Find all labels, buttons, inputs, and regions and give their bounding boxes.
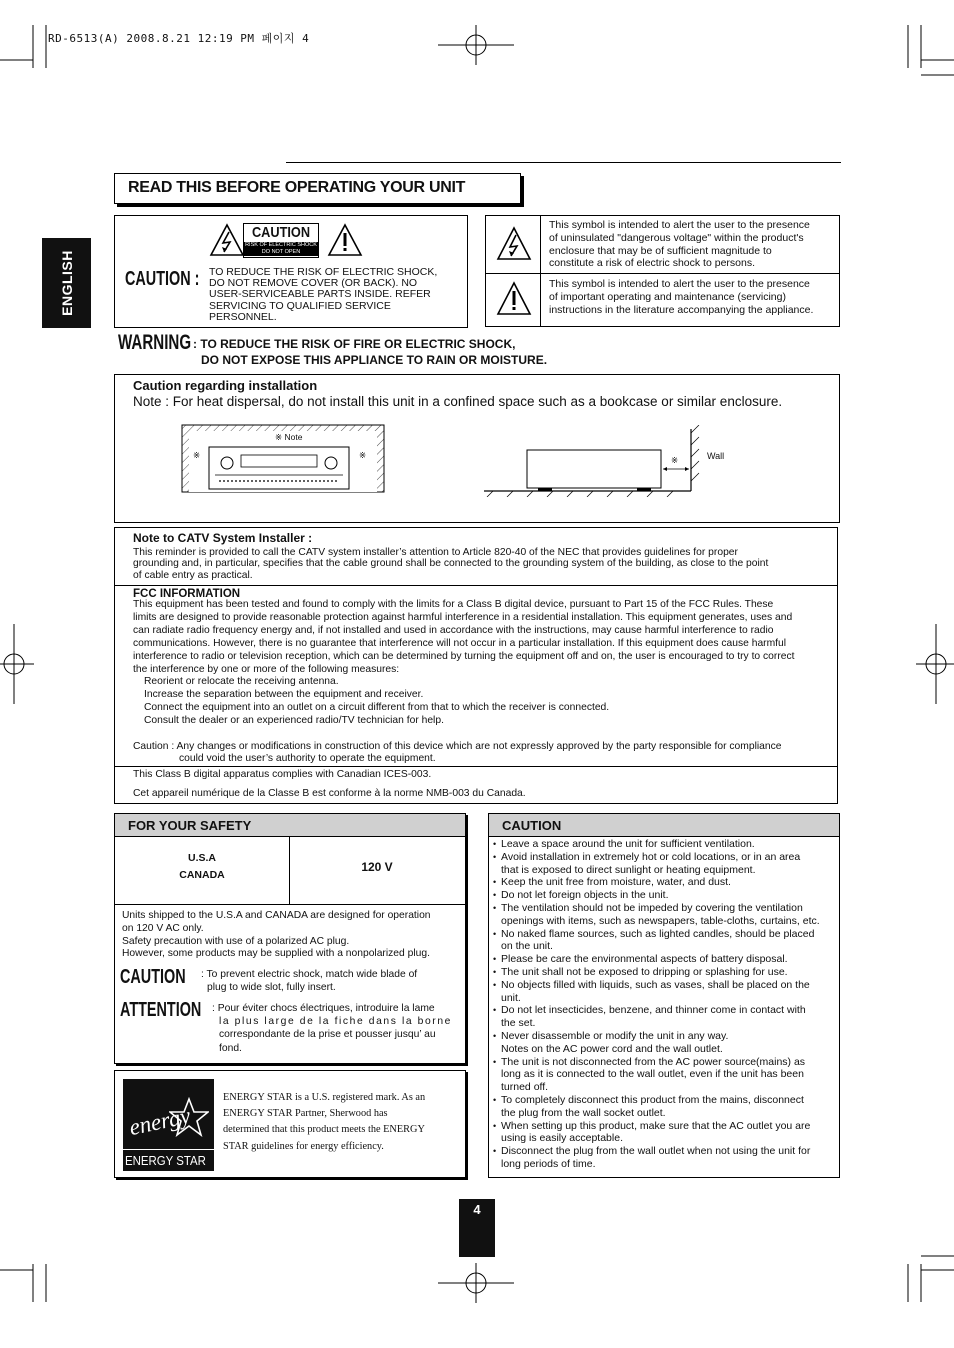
caution-list-line: • Do not let insecticides, benzene, and thinner come in contact with	[501, 1004, 806, 1017]
caution-list-line: • Disconnect the plug from the wall outlet when not using the unit for	[501, 1145, 811, 1158]
energy-line: ENERGY STAR Partner, Sherwood has	[223, 1108, 388, 1120]
fcc-line: communications. However, there is no guarantee that interference will not occur in a particular installation. If this equipment does cause harmful	[133, 637, 787, 649]
caution-list-item	[489, 851, 839, 877]
catv-line: of cable entry as practical.	[133, 569, 253, 581]
symbol-row-voltage	[486, 216, 839, 274]
wall-label: Wall	[707, 451, 725, 461]
figure-note-label: ※ Note	[275, 432, 303, 442]
caution-line: PERSONNEL.	[209, 310, 277, 323]
caution-list-line: • To completely disconnect this product from the mains, disconnect	[501, 1093, 804, 1106]
fcc-measure: Reorient or relocate the receiving antenna.	[144, 676, 339, 688]
divider	[115, 585, 837, 586]
caution-sign	[243, 223, 319, 258]
caution-list-line: • Keep the unit free from moisture, water, and dust.	[501, 876, 731, 889]
symbol-line: of uninsulated "dangerous voltage" within the product's	[549, 231, 804, 244]
exclamation-triangle-icon	[327, 223, 363, 257]
voltage-value: 120 V	[361, 860, 393, 874]
caution-label: CAUTION :	[125, 268, 200, 290]
canada-line2: Cet appareil numérique de la Classe B est conforme à la norme NMB-003 du Canada.	[133, 788, 526, 799]
caution-list-item	[489, 1094, 839, 1120]
caution-list-line: • Never disassemble or modify the unit in any way.	[501, 1029, 729, 1042]
caution-list-item	[489, 838, 839, 851]
wall-figure	[483, 425, 703, 497]
lightning-triangle-icon	[209, 223, 245, 257]
symbol-line: instructions in the literature accompanying the appliance.	[549, 303, 814, 316]
region-usa: U.S.A	[187, 852, 216, 864]
installation-title: Caution regarding installation	[133, 378, 318, 393]
safety-caution-line2: plug to wide slot, fully insert.	[207, 981, 336, 993]
safety-line: Units shipped to the U.S.A and CANADA are designed for operation	[122, 910, 431, 921]
attention-line: la plus large de la fiche dans la borne	[219, 1016, 452, 1028]
catv-line: This reminder is provided to call the CATV system installer’s attention to Article 820-40 of the NEC that provides guidelines for proper	[133, 547, 738, 558]
print-header: RD-6513(A) 2008.8.21 12:19 PM 페이지 4	[48, 32, 310, 45]
warning-line1: : TO REDUCE THE RISK OF FIRE OR ELECTRIC SHOCK,	[193, 337, 516, 351]
symbol-description	[549, 219, 810, 270]
caution-list-line: using is easily acceptable.	[501, 1132, 623, 1145]
fcc-measure: Connect the equipment into an outlet on a circuit different from that to which the receiver is connected.	[144, 702, 610, 714]
energy-star-text	[223, 1090, 459, 1155]
caution-list-item	[489, 1120, 839, 1146]
caution-list-item	[489, 1030, 839, 1056]
catv-text	[133, 547, 833, 581]
fcc-caution-line2: could void the user’s authority to operate the equipment.	[179, 753, 436, 765]
caution-list-item	[489, 876, 839, 889]
figure-mark-right: ※	[359, 450, 367, 460]
caution-list-title: CAUTION	[502, 818, 562, 833]
caution-list-line: unit.	[501, 991, 521, 1004]
caution-line: USER-SERVICEABLE PARTS INSIDE. REFER	[209, 288, 431, 301]
top-rule	[286, 162, 841, 163]
symbols-table	[485, 215, 840, 327]
safety-title: FOR YOUR SAFETY	[128, 818, 252, 833]
caution-list-line: Notes on the AC power cord and the wall outlet.	[501, 1042, 723, 1055]
attention-line: : Pour éviter chocs électriques, introduire la lame	[212, 1003, 435, 1014]
wall-figure-mark: ※	[671, 455, 679, 465]
caution-text	[209, 267, 467, 323]
installation-box	[114, 374, 840, 523]
symbol-line: This symbol is intended to alert the user to the presence	[549, 278, 810, 290]
fcc-line: interference to radio or television reception, which can be determined by turning the equipment off and on, the user is encouraged to try to correct	[133, 650, 795, 662]
symbol-row-instructions	[486, 273, 839, 326]
fcc-line: the interference by one or more of the following measures:	[133, 663, 400, 675]
caution-list-line: long periods of time.	[501, 1157, 596, 1170]
region-canada: CANADA	[179, 869, 225, 881]
caution-list-line: • Leave a space around the unit for sufficient ventilation.	[501, 838, 755, 850]
caution-sign-sub1: RISK OF ELECTRIC SHOCK	[245, 242, 317, 248]
energy-script: energy	[126, 1102, 193, 1141]
caution-list-item	[489, 979, 839, 1005]
safety-title-bar	[115, 814, 465, 837]
symbol-line: This symbol is intended to alert the user to the presence	[549, 219, 810, 231]
caution-list-line: • The unit shall not be exposed to dripping or splashing for use.	[501, 965, 788, 978]
energy-logo-caption-text: ENERGY STAR	[125, 1153, 206, 1168]
attention-text	[212, 1002, 460, 1055]
section-title-box	[114, 173, 521, 204]
symbol-line: of important operating and maintenance (servicing)	[549, 290, 786, 303]
caution-line: DO NOT REMOVE COVER (OR BACK). NO	[209, 277, 418, 290]
caution-list-line: openings with items, such as newspapers, table-cloths, curtains, etc.	[501, 914, 820, 927]
canada-line1: This Class B digital apparatus complies with Canadian ICES-003.	[133, 769, 432, 780]
catv-title: Note to CATV System Installer :	[133, 531, 313, 545]
caution-list-line: long as it is connected to the wall outlet, even if the unit has been	[501, 1068, 804, 1081]
safety-caution-label: CAUTION	[120, 966, 186, 988]
caution-list-item	[489, 1145, 839, 1171]
caution-list-line: • The unit is not disconnected from the AC power source(mains) as	[501, 1055, 806, 1068]
caution-box	[114, 215, 468, 328]
caution-list-line: the set.	[501, 1017, 536, 1030]
attention-line: correspondante de la prise et pousser jusqu’ au	[219, 1029, 436, 1041]
caution-list-line: • No naked flame sources, such as lighted candles, should be placed	[501, 927, 815, 940]
caution-list-line: on the unit.	[501, 940, 553, 953]
caution-list-item	[489, 1056, 839, 1094]
fcc-caution-line1: Caution : Any changes or modifications in construction of this device which are not expressly approved by the party responsible for compliance	[133, 740, 782, 752]
catv-line: grounding and, in particular, specifies that the cable ground shall be connected to the grounding system of the building, as close to the point	[133, 558, 769, 570]
fcc-measure: Consult the dealer or an experienced radio/TV technician for help.	[144, 715, 444, 727]
page-number-box	[459, 1199, 495, 1257]
fcc-line: This equipment has been tested and found to comply with the limits for a Class B digital device, pursuant to Part 15 of the FCC Rules. These	[133, 599, 774, 610]
fcc-text	[133, 599, 835, 766]
caution-list-line: • The ventilation should not be impeded by covering the ventilation	[501, 901, 803, 914]
safety-line: Safety precaution with use of a polarized AC plug.	[122, 935, 350, 947]
caution-list-item	[489, 953, 839, 966]
caution-sign-sub2: DO NOT OPEN	[261, 249, 301, 255]
caution-list-line: • Do not let foreign objects in the unit.	[501, 889, 669, 902]
caution-list	[489, 838, 839, 1171]
caution-list-line: the plug from the wall socket outlet.	[501, 1106, 666, 1119]
energy-line: determined that this product meets the ENERGY	[223, 1124, 425, 1136]
page-number: 4	[473, 1202, 481, 1217]
caution-list-line: turned off.	[501, 1081, 549, 1094]
language-tab	[42, 238, 91, 328]
language-tab-label: ENGLISH	[58, 250, 75, 316]
installation-note: Note : For heat dispersal, do not install this unit in a confined space such as a bookcase or similar enclosure.	[133, 394, 783, 409]
energy-star-box	[114, 1070, 466, 1178]
caution-sign-band	[244, 242, 318, 256]
warning-line2: DO NOT EXPOSE THIS APPLIANCE TO RAIN OR MOISTURE.	[201, 353, 548, 367]
fcc-title: FCC INFORMATION	[133, 588, 241, 600]
caution-list-item	[489, 1004, 839, 1030]
energy-star-logo	[123, 1079, 214, 1171]
energy-line: ENERGY STAR is a U.S. registered mark. As an	[223, 1092, 426, 1103]
caution-list-title-bar	[489, 814, 839, 837]
divider	[115, 766, 837, 767]
exclamation-triangle-icon	[496, 281, 532, 317]
caution-list-line: • No objects filled with liquids, such as vases, shall be placed on the	[501, 978, 810, 991]
safety-line: However, some products may be supplied with a nonpolarized plug.	[122, 948, 430, 960]
safety-caution-line1: : To prevent electric shock, match wide blade of	[201, 969, 418, 980]
caution-list-item	[489, 902, 839, 928]
section-title: READ THIS BEFORE OPERATING YOUR UNIT	[128, 179, 466, 196]
safety-caution-text	[201, 969, 417, 995]
voltage-table	[115, 837, 465, 905]
lightning-triangle-icon	[496, 226, 532, 262]
caution-list-item	[489, 889, 839, 902]
energy-line: STAR guidelines for energy efficiency.	[223, 1140, 384, 1152]
attention-line: fond.	[219, 1042, 242, 1054]
caution-line: SERVICING TO QUALIFIED SERVICE	[209, 299, 391, 312]
caution-list-item	[489, 928, 839, 954]
safety-line: on 120 V AC only.	[122, 922, 204, 934]
symbol-line: constitute a risk of electric shock to persons.	[549, 257, 756, 270]
warning-label: WARNING	[118, 331, 192, 354]
caution-list-line: that is exposed to direct sunlight or heating equipment.	[501, 863, 756, 876]
caution-list-item	[489, 966, 839, 979]
fcc-measure: Increase the separation between the equipment and receiver.	[144, 689, 424, 701]
symbol-line: enclosure that may be of sufficient magnitude to	[549, 244, 772, 257]
attention-label: ATTENTION	[120, 999, 202, 1021]
energy-logo-caption	[123, 1149, 214, 1172]
symbol-description	[549, 278, 813, 316]
caution-list-box	[488, 813, 840, 1178]
regulatory-box	[114, 527, 838, 804]
caution-list-line: • Avoid installation in extremely hot or cold locations, or in an area	[501, 850, 801, 863]
caution-line: TO REDUCE THE RISK OF ELECTRIC SHOCK,	[209, 266, 438, 278]
safety-text	[122, 910, 460, 961]
caution-list-line: • Please be care the environmental aspects of battery disposal.	[501, 953, 788, 966]
fcc-line: limits are designed to provide reasonable protection against harmful interference in a residential installation. This equipment generates, uses and	[133, 611, 793, 623]
figure-mark-left: ※	[193, 450, 201, 460]
caution-sign-title: CAUTION	[251, 224, 311, 241]
fcc-line: can radiate radio frequency energy and, if not installed and used in accordance with the instructions, may cause harmful interference to radio	[133, 624, 774, 636]
safety-box	[114, 813, 466, 1064]
caution-list-line: • When setting up this product, make sure that the AC outlet you are	[501, 1119, 811, 1132]
